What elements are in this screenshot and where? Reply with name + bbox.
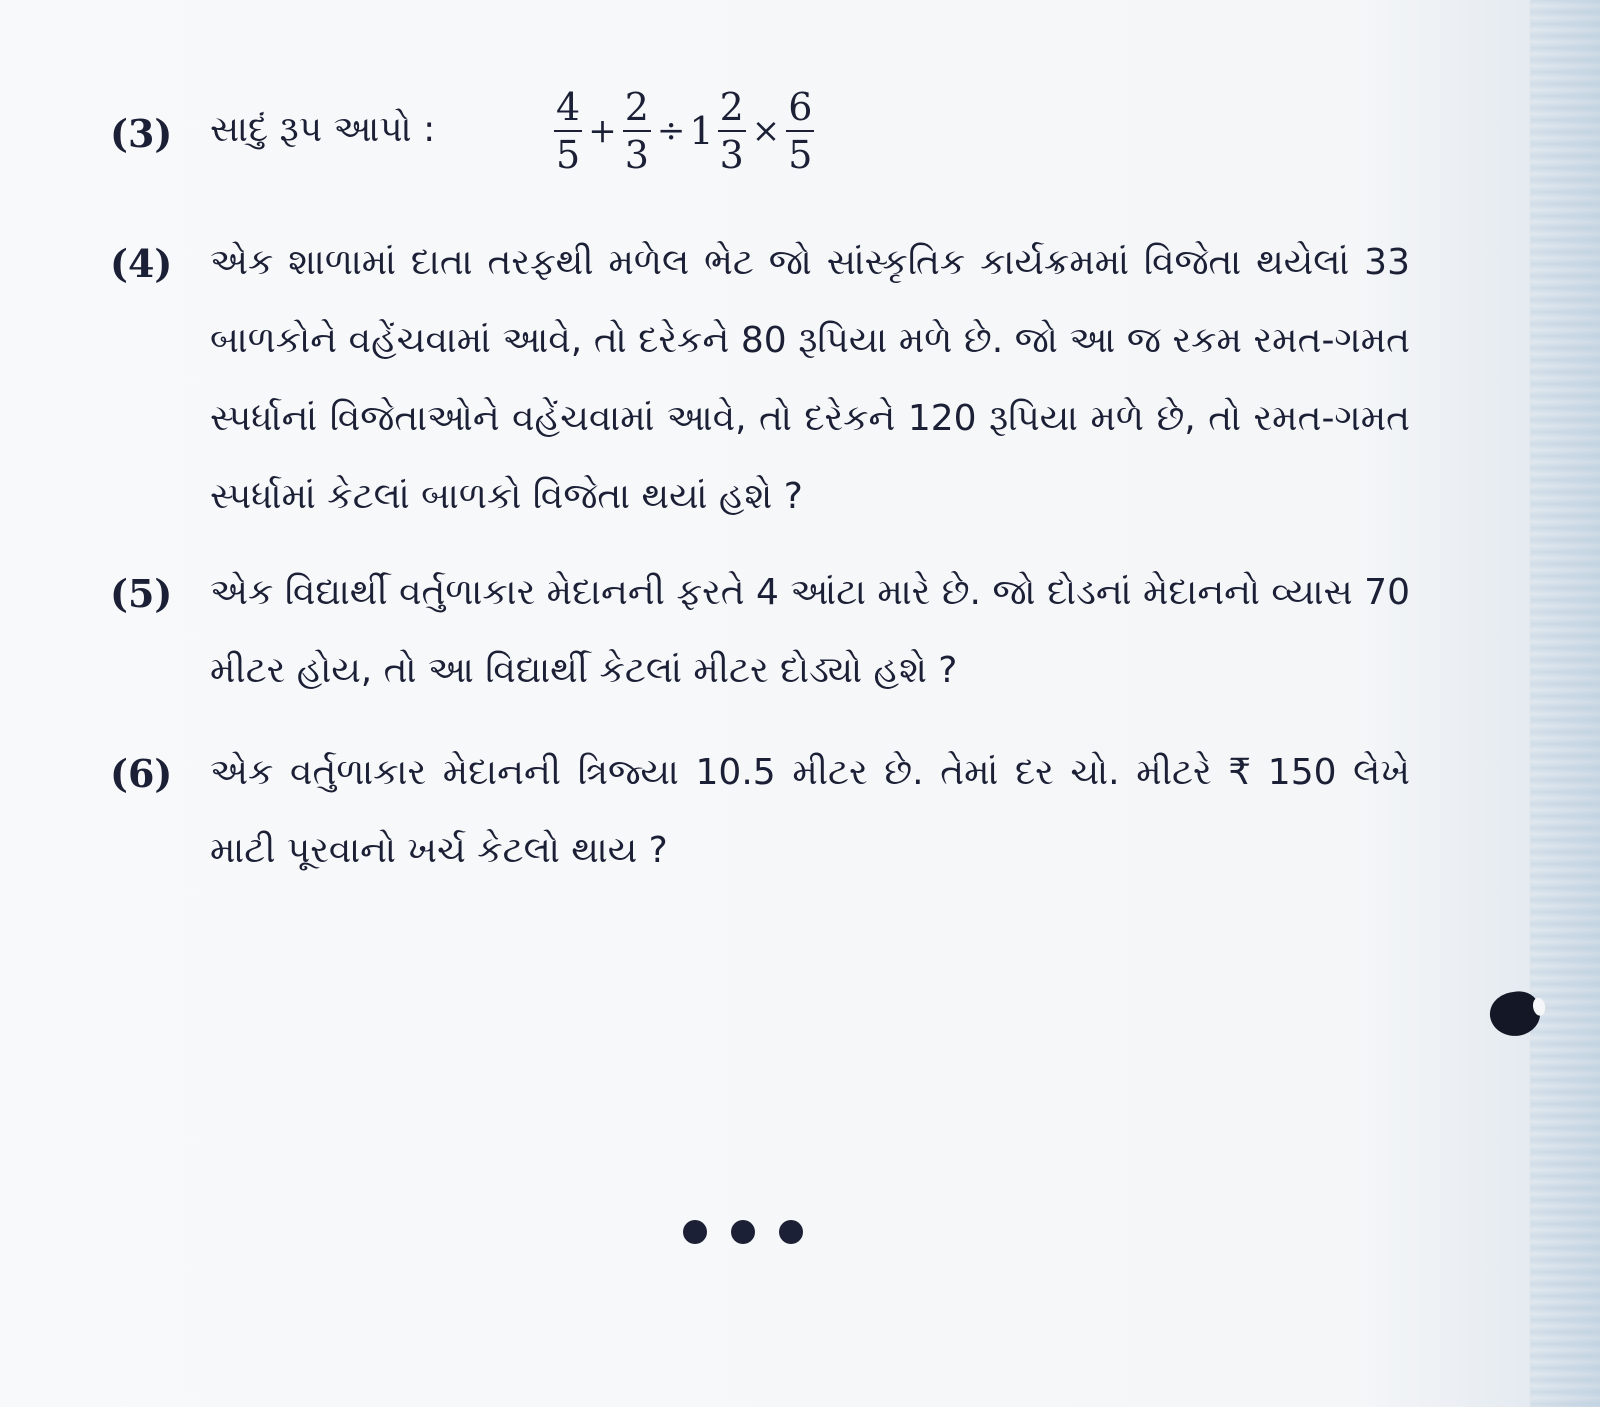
question-label: સાદું રૂપ આપો : — [210, 109, 436, 150]
denominator: 5 — [556, 133, 581, 177]
fraction — [623, 84, 651, 178]
page-edge-shadow — [1530, 0, 1600, 1407]
denominator: 5 — [788, 133, 813, 177]
denominator: 3 — [624, 133, 649, 177]
question-text: એક વિદ્યાર્થી વર્તુળાકાર મેદાનની ફરતે 4 આંટા મારે છે. જો દોડનાં મેદાનનો વ્યાસ 70 મીટર હોય, તો આ વિદ્યાર્થી કેટલાં મીટર દોડ્યો હશે ? — [210, 572, 1410, 691]
question-number: (3) — [110, 111, 173, 156]
dot-icon — [731, 1220, 755, 1244]
numerator: 6 — [788, 85, 813, 129]
question-number: (5) — [110, 571, 173, 616]
question-number: (6) — [110, 751, 173, 796]
numerator: 2 — [719, 85, 744, 129]
fraction — [786, 84, 814, 178]
operator: + — [588, 111, 617, 151]
denominator: 3 — [719, 133, 744, 177]
fraction — [554, 84, 582, 178]
question-number: (4) — [110, 241, 173, 286]
question-text: એક વર્તુળાકાર મેદાનની ત્રિજ્યા 10.5 મીટર છે. તેમાં દર ચો. મીટરે ₹ 150 લેખે માટી પૂરવાનો ખર્ચ કેટલો થાય ? — [210, 752, 1410, 871]
operator: ÷ — [656, 111, 686, 151]
dot-icon — [779, 1220, 803, 1244]
numerator: 2 — [624, 85, 649, 129]
numerator: 4 — [556, 85, 581, 129]
dot-icon — [683, 1220, 707, 1244]
operator: × — [751, 111, 781, 151]
fraction — [718, 84, 746, 178]
whole-number: 1 — [689, 109, 714, 153]
math-expression — [550, 84, 818, 178]
question-text: એક શાળામાં દાતા તરફથી મળેલ ભેટ જો સાંસ્કૃતિક કાર્યક્રમમાં વિજેતા થયેલાં 33 બાળકોને વહેંચવામાં આવે, તો દરેકને 80 રૂપિયા મળે છે. જો આ જ રકમ રમત-ગમત સ્પર્ધાનાં વિજેતાઓને વહેંચવામાં આવે, તો દરેકને 120 રૂપિયા મળે છે, તો રમત-ગમત સ્પર્ધામાં કેટલાં બાળકો વિજેતા થયાં હશે ? — [210, 242, 1410, 517]
section-end-dots — [683, 1220, 803, 1244]
